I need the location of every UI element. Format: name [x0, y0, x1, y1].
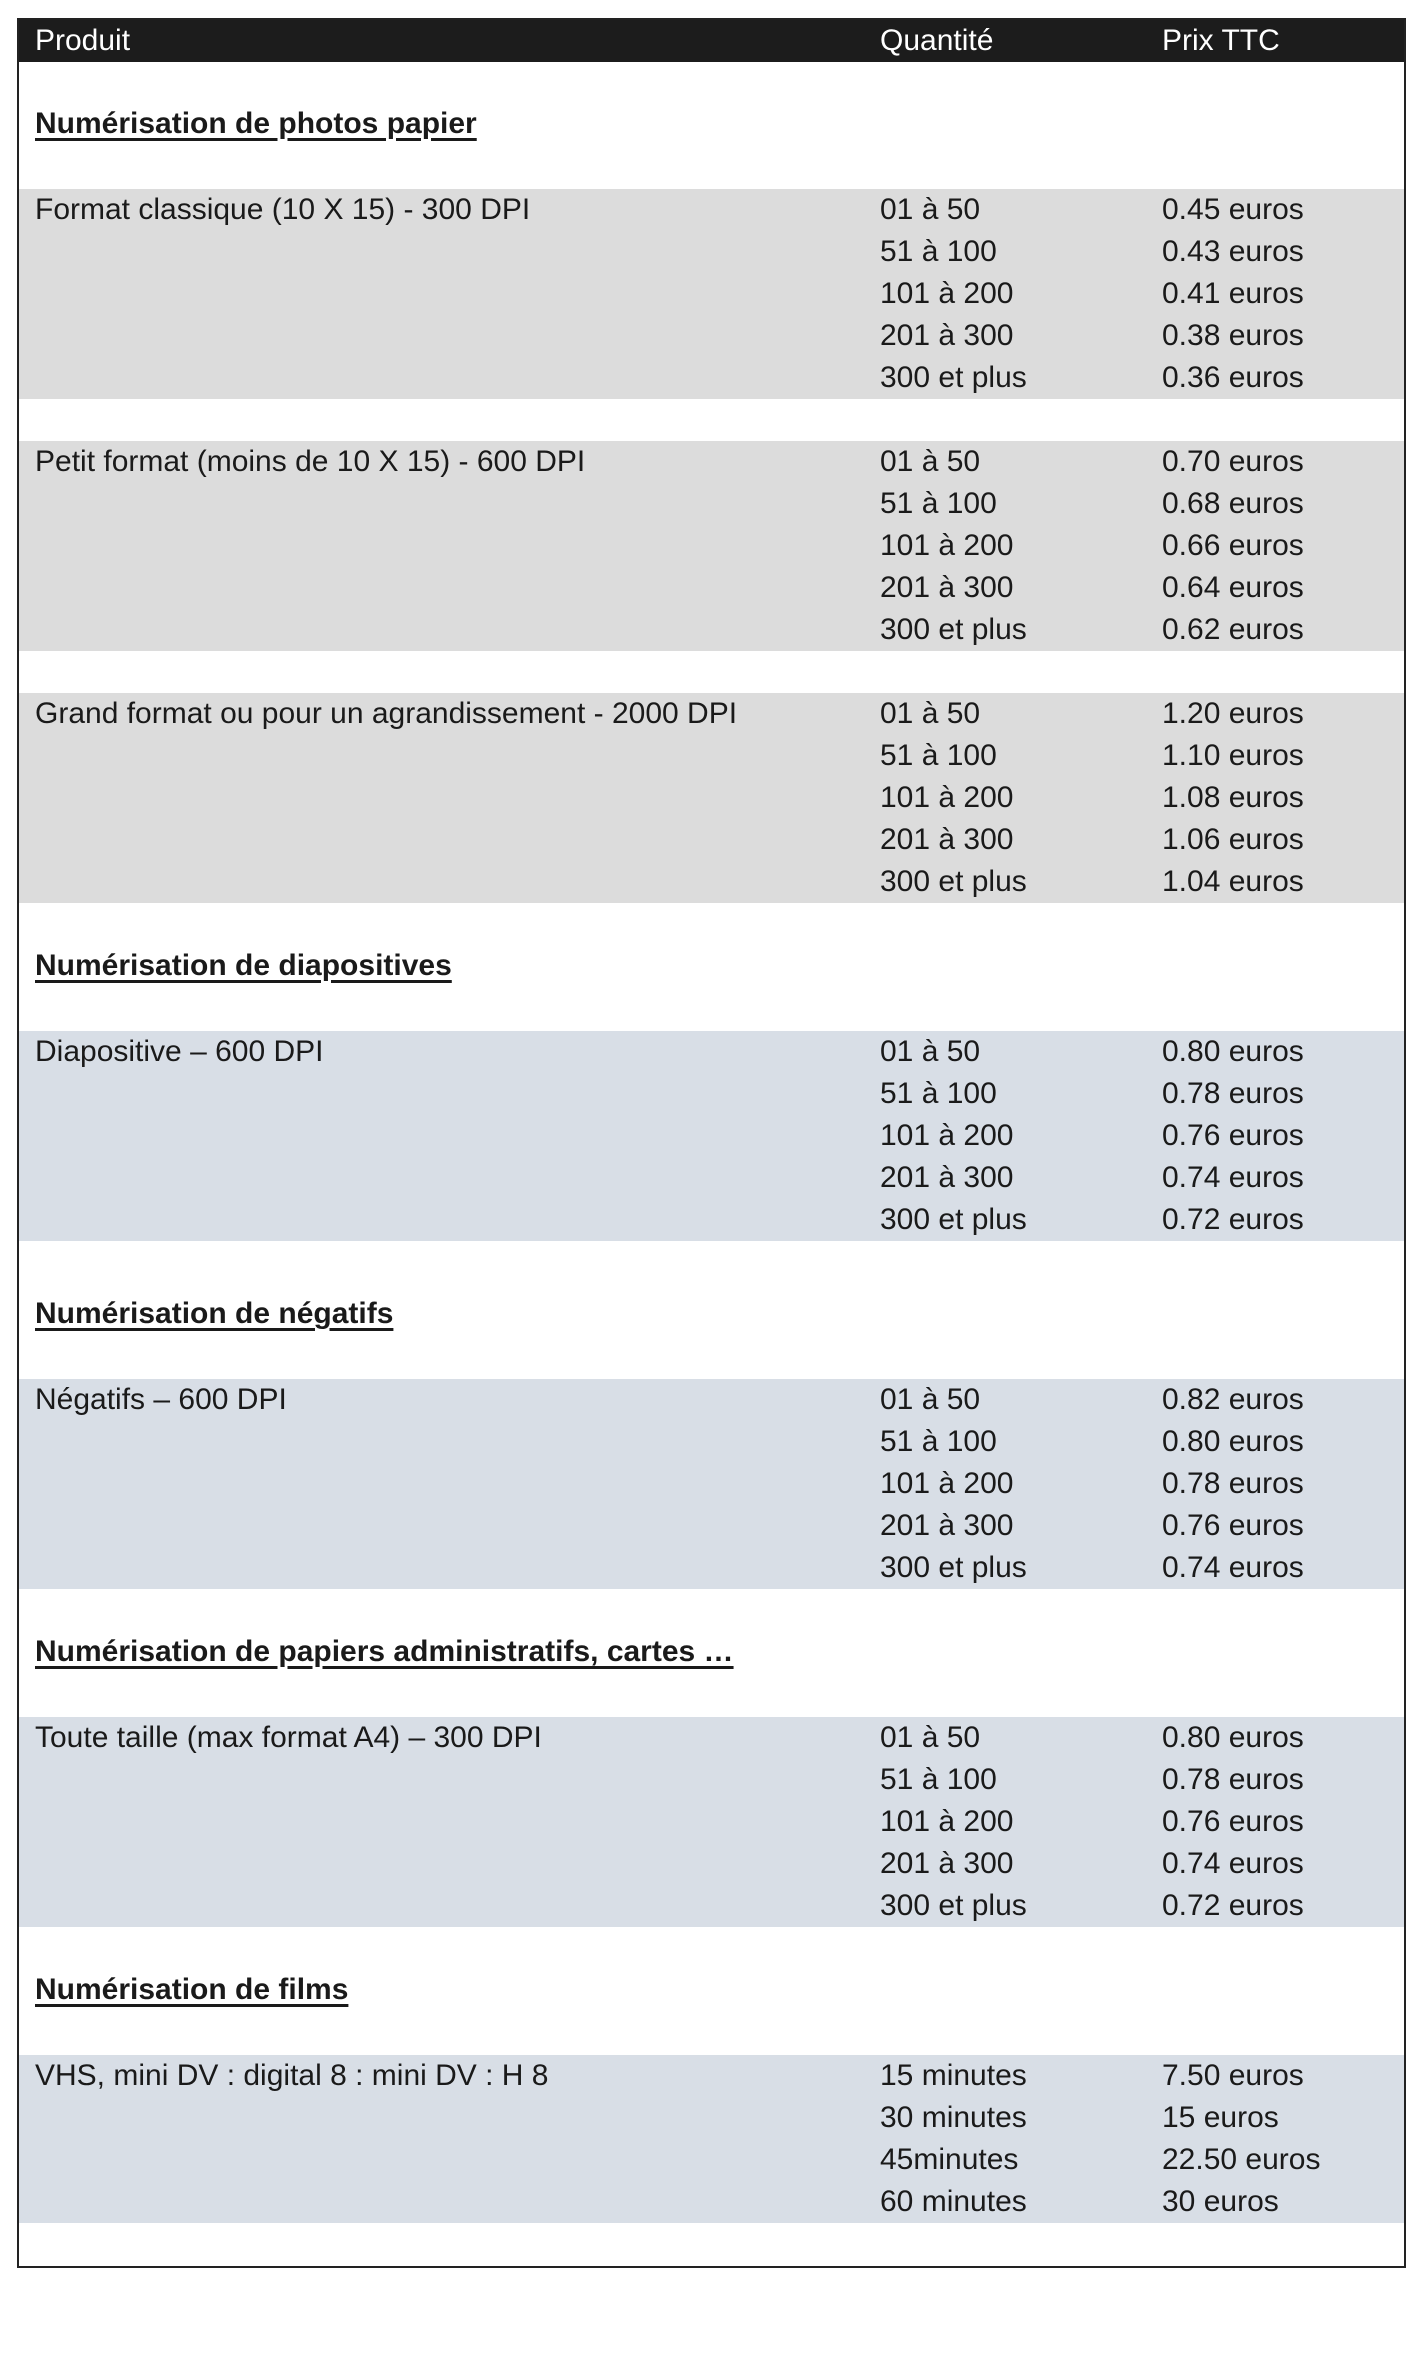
product-group [19, 1379, 1404, 1589]
product-name: Format classique (10 X 15) - 300 DPI [35, 193, 531, 226]
quantity-cell: 201 à 300 [880, 1847, 1014, 1880]
quantity-cell: 45minutes [880, 2143, 1019, 2176]
table-row [19, 567, 1404, 609]
price-cell: 30 euros [1162, 2185, 1279, 2218]
table-row [19, 1759, 1404, 1801]
header-price: Prix TTC [1162, 24, 1280, 57]
table-row [19, 1801, 1404, 1843]
quantity-cell: 101 à 200 [880, 781, 1014, 814]
quantity-cell: 30 minutes [880, 2101, 1027, 2134]
header-quantity: Quantité [880, 24, 994, 57]
product-group [19, 1031, 1404, 1241]
price-cell: 0.80 euros [1162, 1425, 1304, 1458]
price-cell: 0.80 euros [1162, 1035, 1304, 1068]
table-header [19, 20, 1404, 62]
price-cell: 0.76 euros [1162, 1805, 1304, 1838]
price-cell: 0.74 euros [1162, 1161, 1304, 1194]
quantity-cell: 01 à 50 [880, 1035, 981, 1068]
quantity-cell: 201 à 300 [880, 1161, 1014, 1194]
price-cell: 0.78 euros [1162, 1077, 1304, 1110]
product-group [19, 441, 1404, 651]
price-cell: 0.38 euros [1162, 319, 1304, 352]
quantity-cell: 01 à 50 [880, 1383, 981, 1416]
price-cell: 0.80 euros [1162, 1721, 1304, 1754]
quantity-cell: 51 à 100 [880, 739, 997, 772]
quantity-cell: 300 et plus [880, 1889, 1027, 1922]
product-name: Diapositive – 600 DPI [35, 1035, 324, 1068]
price-cell: 0.76 euros [1162, 1509, 1304, 1542]
price-cell: 0.74 euros [1162, 1551, 1304, 1584]
quantity-cell: 300 et plus [880, 865, 1027, 898]
price-cell: 1.06 euros [1162, 823, 1304, 856]
price-cell: 0.36 euros [1162, 361, 1304, 394]
product-group [19, 1717, 1404, 1927]
quantity-cell: 01 à 50 [880, 697, 981, 730]
price-cell: 0.66 euros [1162, 529, 1304, 562]
price-cell: 0.78 euros [1162, 1467, 1304, 1500]
table-row [19, 2139, 1404, 2181]
price-cell: 1.10 euros [1162, 739, 1304, 772]
quantity-cell: 300 et plus [880, 361, 1027, 394]
table-row [19, 2181, 1404, 2223]
table-row [19, 2055, 1404, 2097]
table-row [19, 525, 1404, 567]
table-row [19, 609, 1404, 651]
table-row [19, 1199, 1404, 1241]
table-row [19, 1073, 1404, 1115]
price-cell: 7.50 euros [1162, 2059, 1304, 2092]
table-row [19, 483, 1404, 525]
table-row [19, 231, 1404, 273]
price-table [17, 18, 1406, 2268]
table-row [19, 1843, 1404, 1885]
quantity-cell: 51 à 100 [880, 1763, 997, 1796]
quantity-cell: 101 à 200 [880, 529, 1014, 562]
quantity-cell: 15 minutes [880, 2059, 1027, 2092]
quantity-cell: 300 et plus [880, 613, 1027, 646]
product-group [19, 693, 1404, 903]
price-cell: 0.41 euros [1162, 277, 1304, 310]
table-row [19, 819, 1404, 861]
product-name: Grand format ou pour un agrandissement - 2000 DPI [35, 697, 738, 730]
quantity-cell: 101 à 200 [880, 1119, 1014, 1152]
price-cell: 0.43 euros [1162, 235, 1304, 268]
product-name: Négatifs – 600 DPI [35, 1383, 287, 1416]
table-row [19, 357, 1404, 399]
table-row [19, 861, 1404, 903]
table-row [19, 1547, 1404, 1589]
price-cell: 0.72 euros [1162, 1203, 1304, 1236]
quantity-cell: 201 à 300 [880, 319, 1014, 352]
table-row [19, 1717, 1404, 1759]
table-row [19, 441, 1404, 483]
table-row [19, 2097, 1404, 2139]
table-row [19, 1157, 1404, 1199]
quantity-cell: 101 à 200 [880, 277, 1014, 310]
price-cell: 0.82 euros [1162, 1383, 1304, 1416]
price-cell: 1.20 euros [1162, 697, 1304, 730]
product-name: Petit format (moins de 10 X 15) - 600 DPI [35, 445, 586, 478]
price-cell: 0.68 euros [1162, 487, 1304, 520]
quantity-cell: 201 à 300 [880, 1509, 1014, 1542]
table-row [19, 315, 1404, 357]
quantity-cell: 01 à 50 [880, 193, 981, 226]
section-title: Numérisation de diapositives [35, 949, 452, 982]
price-cell: 0.72 euros [1162, 1889, 1304, 1922]
quantity-cell: 101 à 200 [880, 1467, 1014, 1500]
table-row [19, 1379, 1404, 1421]
product-name: Toute taille (max format A4) – 300 DPI [35, 1721, 542, 1754]
price-cell: 22.50 euros [1162, 2143, 1321, 2176]
table-row [19, 693, 1404, 735]
section-title: Numérisation de papiers administratifs, cartes … [35, 1635, 734, 1668]
table-row [19, 1505, 1404, 1547]
table-row [19, 1115, 1404, 1157]
quantity-cell: 51 à 100 [880, 1425, 997, 1458]
price-cell: 0.76 euros [1162, 1119, 1304, 1152]
quantity-cell: 01 à 50 [880, 1721, 981, 1754]
price-cell: 0.70 euros [1162, 445, 1304, 478]
table-row [19, 735, 1404, 777]
quantity-cell: 51 à 100 [880, 1077, 997, 1110]
table-row [19, 273, 1404, 315]
price-cell: 1.08 euros [1162, 781, 1304, 814]
table-row [19, 777, 1404, 819]
table-row [19, 1885, 1404, 1927]
quantity-cell: 51 à 100 [880, 487, 997, 520]
price-cell: 0.62 euros [1162, 613, 1304, 646]
quantity-cell: 201 à 300 [880, 823, 1014, 856]
product-name: VHS, mini DV : digital 8 : mini DV : H 8 [35, 2059, 549, 2092]
section-title: Numérisation de films [35, 1973, 349, 2006]
price-cell: 15 euros [1162, 2101, 1279, 2134]
quantity-cell: 201 à 300 [880, 571, 1014, 604]
price-cell: 0.64 euros [1162, 571, 1304, 604]
quantity-cell: 300 et plus [880, 1551, 1027, 1584]
price-cell: 1.04 euros [1162, 865, 1304, 898]
section-title: Numérisation de photos papier [35, 107, 477, 140]
price-cell: 0.45 euros [1162, 193, 1304, 226]
header-product: Produit [35, 24, 131, 57]
table-row [19, 1463, 1404, 1505]
table-row [19, 1421, 1404, 1463]
quantity-cell: 51 à 100 [880, 235, 997, 268]
price-cell: 0.78 euros [1162, 1763, 1304, 1796]
quantity-cell: 101 à 200 [880, 1805, 1014, 1838]
quantity-cell: 300 et plus [880, 1203, 1027, 1236]
product-group [19, 2055, 1404, 2223]
quantity-cell: 01 à 50 [880, 445, 981, 478]
quantity-cell: 60 minutes [880, 2185, 1027, 2218]
product-group [19, 189, 1404, 399]
section-title: Numérisation de négatifs [35, 1297, 394, 1330]
table-row [19, 1031, 1404, 1073]
price-cell: 0.74 euros [1162, 1847, 1304, 1880]
table-row [19, 189, 1404, 231]
